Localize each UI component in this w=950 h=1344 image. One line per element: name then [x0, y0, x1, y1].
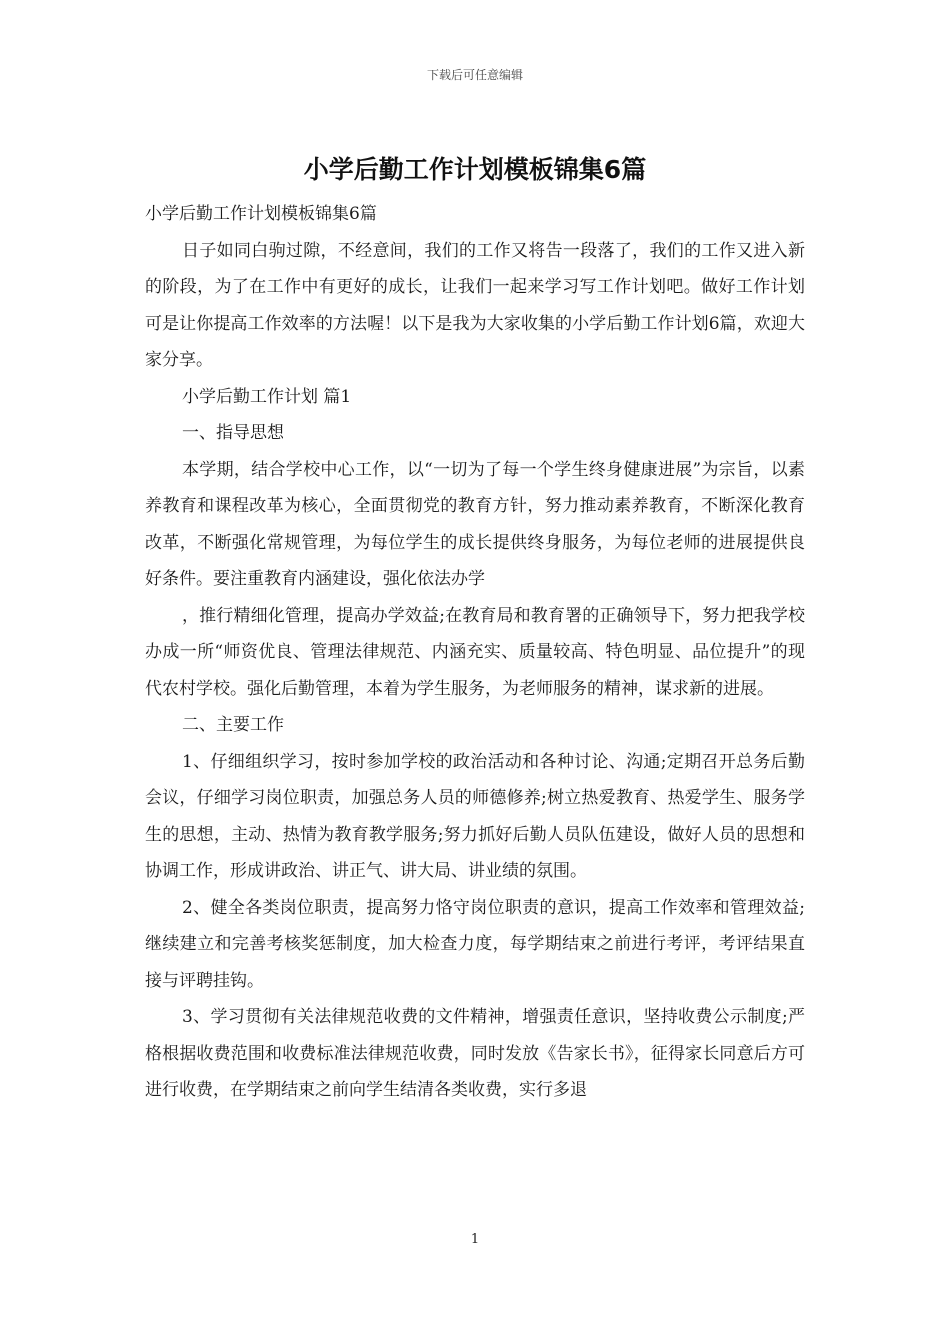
page-number: 1 [470, 1232, 480, 1247]
paragraph-work-item-1: 1、仔细组织学习，按时参加学校的政治活动和各种讨论、沟通;定期召开总务后勤会议，仔细学习岗位职责，加强总务人员的师德修养;树立热爱教育、热爱学生、服务学生的思想，主动、热情为教育教学服务;努力抓好后勤人员队伍建设，做好人员的思想和协调工作，形成讲政治、讲正气、讲大局、讲业绩的氛围。 [145, 751, 805, 881]
section-heading-plan-1: 小学后勤工作计划 篇1 [182, 386, 352, 407]
paragraph-subtitle: 小学后勤工作计划模板锦集6篇 [145, 204, 377, 224]
paragraph-guiding-thought-cont: ，推行精细化管理，提高办学效益;在教育局和教育署的正确领导下，努力把我学校办成一所“师资优良、管理法律规范、内涵充实、质量较高、特色明显、品位提升”的现代农村学校。强化后勤管理，本着为学生服务，为老师服务的精神，谋求新的进展。 [145, 605, 805, 699]
page-header-note: 下载后可任意编辑 [426, 68, 523, 82]
document-title: 小学后勤工作计划模板锦集6篇 [303, 155, 647, 184]
paragraph-work-item-3: 3、学习贯彻有关法律规范收费的文件精神，增强责任意识，坚持收费公示制度;严格根据收费范围和收费标准法律规范收费，同时发放《告家长书》，征得家长同意后方可进行收费，在学期结束之前向学生结清各类收费，实行多退 [145, 1007, 805, 1100]
section-heading-main-work: 二、主要工作 [182, 715, 284, 735]
document-body [145, 196, 805, 1109]
section-heading-guiding-thought: 一、指导思想 [182, 423, 284, 443]
paragraph-intro: 日子如同白驹过隙，不经意间，我们的工作又将告一段落了，我们的工作又进入新的阶段，为了在工作中有更好的成长，让我们一起来学习写工作计划吧。做好工作计划可是让你提高工作效率的方法喔！以下是我为大家收集的小学后勤工作计划6篇，欢迎大家分享。 [145, 240, 805, 370]
paragraph-guiding-thought: 本学期，结合学校中心工作，以“一切为了每一个学生终身健康进展”为宗旨，以素养教育和课程改革为核心，全面贯彻党的教育方针，努力推动素养教育，不断深化教育改革，不断强化常规管理，为每位学生的成长提供终身服务，为每位老师的进展提供良好条件。要注重教育内涵建设，强化依法办学 [145, 459, 805, 589]
paragraph-work-item-2: 2、健全各类岗位职责，提高努力恪守岗位职责的意识，提高工作效率和管理效益;继续建立和完善考核奖惩制度，加大检查力度，每学期结束之前进行考评，考评结果直接与评聘挂钩。 [145, 897, 805, 991]
